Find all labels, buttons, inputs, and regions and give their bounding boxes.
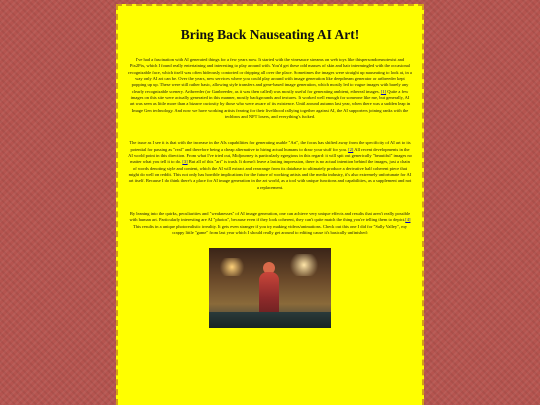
footnote-link-3[interactable]: [3] [182, 159, 188, 165]
paragraph-issue [128, 140, 412, 191]
footnote-link-1[interactable]: [1] [380, 88, 387, 94]
paragraph-issue-text: The issue as I see it is that with the increase in the AIs capabilities for generating usable "Art", the focus has shifted away from the specificity of AI art to its potential for passing as "real" and therefore being a cheap alternative to hiring actual humans to draw your stuff for you. [129, 140, 411, 152]
paragraph-quirks-text: By leaning into the quirks, peculiarities and "weaknesses" of AI image generation, one can achieve very unique effects and results that aren't really possible with human art. Particularly interesting are AI "photos", because even if they look coherent, they can't quite match the thing you're telling them to depict. [129, 211, 411, 223]
ai-video-thumbnail[interactable] [209, 248, 331, 328]
paragraph-issue-text-cont: But all of this "art" is trash. It doesn't leave a lasting impression, there is no actual intention behind the images, just a chain of words denoting style and content, which the AI will extract and rearrange from its database to ultimately produce a derivative half coherent piece that might do well on reddit. This not only has horrible implications for the future of working artists and the media industry, it's also extremely unfortunate for AI art itself. Because I do think there's a place for AI image generation in the art world, as a tool with unique functions and capabilities, as a supplement and not a replacement. [128, 159, 412, 190]
content-panel [116, 4, 424, 405]
lamp-light-glow [217, 258, 247, 276]
paragraph-history-text-cont: Quite a few images on this site were actually generated in this manner, mostly backgrounds and textures. It worked well enough for someone like me, but generally, AI art was seen as little more than a bizarre curiosity by those who were aware of its existence. Until around autumn last year, when there was a sudden leap in Image Gen technology. And now we have working artists fearing for their livelihood rallying together against AI, the AI supporters joining ranks with the techbros and NFT losers, and everything's fucked. [129, 88, 411, 119]
window-light-glow [287, 254, 321, 276]
page-title: Bring Back Nauseating AI Art! [180, 27, 360, 42]
paragraph-history-text: I've had a fascination with AI generated things for a few years now. It started with the vinesauce streams on web toys like thispersondoesnotexist and Pix2Pix, which I found really entertaining and interesting to play around with. You'd get these odd masses of skin and hair intermingled with the occasional recognizable face, which itself was often hideously contorted or dripping all over the place. Sometimes the images were straight up nauseating to look at, in a way only AI art can be. Over the years, new services where you could play around with image generation like deepdream generator or artbreeder kept popping up up. These were still rather basic, allowing style transfers and gene-based image generation, which mostly led to vague images with barely any clearly recognizable scenery. Artbreeder (or Ganbreeder, as it was then called) was mostly useful for generating ambient, ethereal images. [128, 56, 412, 94]
footnote-link-2[interactable]: [2] [348, 146, 354, 152]
paragraph-quirks-text-cont: This results in a unique photorealistic irreality. It gets even stranger if you try making videos/animations. Check out this one I did for "Sally Valley", my crappy little "game" from last year which I should really get around to editing cause it's basically unfinished: [133, 223, 407, 236]
paragraph-issue-text-mid: All recent developments in the AI world point in this direction. From what I've tried out, Midjourney is particularly egregious in this regard: it will spit out generically "beautiful" images no matter what you tell it to do. [128, 146, 412, 165]
paragraph-history [128, 57, 412, 120]
floor [209, 312, 331, 328]
paragraph-quirks [128, 211, 412, 236]
footnote-link-4[interactable]: [4] [405, 217, 411, 223]
